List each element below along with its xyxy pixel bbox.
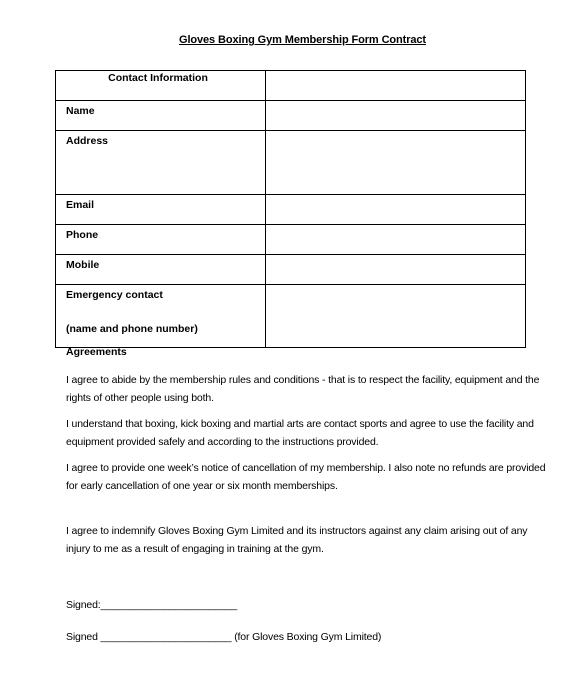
contact-information-header [56,71,266,101]
gym-signature-line[interactable]: Signed _______________________ (for Gloves Boxing Gym Limited) [66,631,382,643]
emergency-contact-sublabel: (name and phone number) [66,323,198,335]
agreement-paragraph-rules: I agree to abide by the membership rules and conditions - that is to respect the facility, equipment and the rights of other people using both. [66,374,540,404]
email-field[interactable] [266,195,526,225]
mobile-label-cell [56,255,266,285]
table-row [56,255,526,285]
table-row [56,285,526,348]
mobile-field[interactable] [266,255,526,285]
table-row [56,101,526,131]
email-label-cell [56,195,266,225]
table-row [56,131,526,195]
member-signature-line[interactable]: Signed:________________________ [66,599,238,611]
table-header-row [56,71,526,101]
name-label: Name [66,105,95,117]
phone-label: Phone [66,229,99,241]
agreement-paragraph-cancellation: I agree to provide one week’s notice of cancellation of my membership. I also note no refunds are provided for early cancellation of one year or six month memberships. [66,462,546,492]
email-label: Email [66,199,95,211]
table-row [56,195,526,225]
agreements-section [66,346,546,643]
address-label: Address [66,135,109,147]
contact-header-label: Contact Information [108,72,208,84]
phone-field[interactable] [266,225,526,255]
agreements-heading: Agreements [66,346,127,358]
emergency-contact-label: Emergency contact [66,289,163,301]
emergency-contact-labels [56,285,265,335]
address-field[interactable] [266,131,526,195]
table-row [56,225,526,255]
emergency-contact-label-cell [56,285,266,348]
agreement-paragraph-indemnify: I agree to indemnify Gloves Boxing Gym Limited and its instructors against any claim arising out of any injury to me as a result of engaging in training at the gym. [66,525,528,555]
contact-header-blank-cell [266,71,526,101]
document-title: Gloves Boxing Gym Membership Form Contract [178,34,426,46]
contact-information-table [55,70,526,348]
emergency-contact-field[interactable] [266,285,526,348]
address-label-cell [56,131,266,195]
name-field[interactable] [266,101,526,131]
mobile-label: Mobile [66,259,100,271]
phone-label-cell [56,225,266,255]
agreement-paragraph-contact-sports: I understand that boxing, kick boxing and martial arts are contact sports and agree to use the facility and equipment provided safely and according to the instructions provided. [66,418,534,448]
name-label-cell [56,101,266,131]
